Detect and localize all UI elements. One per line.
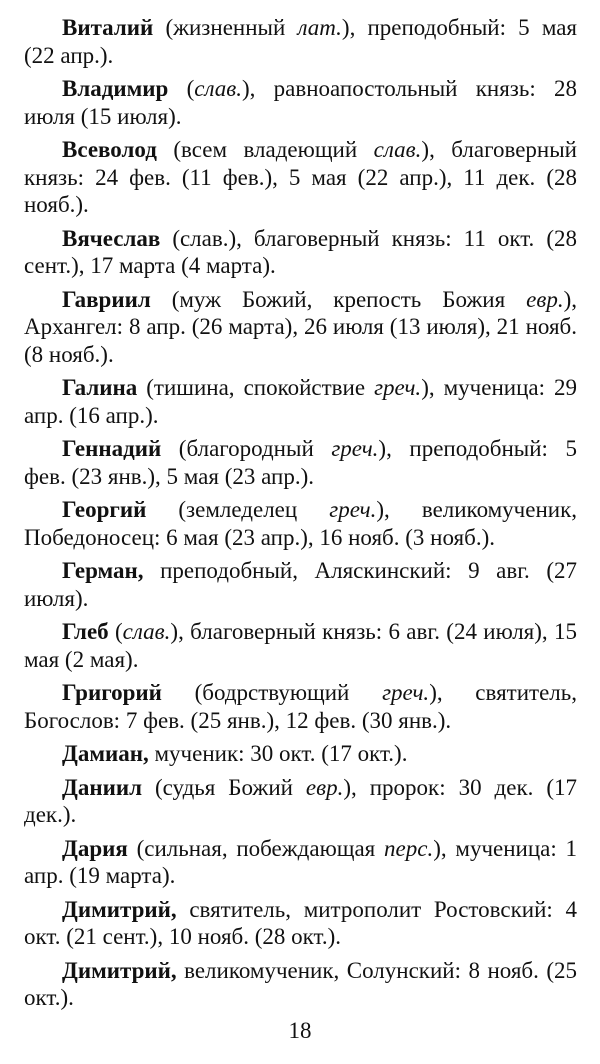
entry-language: евр.: [526, 286, 564, 312]
entry-text-end: ), Архангел: 8 апр. (26 марта), 26 июля (13 июля), 21 нояб. (8 нояб.).: [24, 286, 577, 367]
entry: [24, 957, 577, 1012]
entry: [24, 679, 577, 734]
name-day-list: [24, 14, 577, 1018]
entry: [24, 618, 577, 673]
entry-text-end: ), равноапостольный князь: 28 июля (15 июля).: [24, 76, 577, 129]
entry-text: (благородный: [161, 436, 332, 461]
entry: [24, 374, 577, 429]
entry: [24, 75, 577, 130]
entry-name: Владимир: [62, 76, 169, 101]
entry-text: (судья Божий: [141, 774, 306, 800]
entry-name: Дария: [62, 835, 128, 861]
entry-language: лат.: [297, 15, 342, 40]
entry-text-end: ), великомученик, Победоносец: 6 мая (23 апр.), 16 нояб. (3 нояб.).: [24, 497, 578, 550]
entry-name: Георгий: [62, 497, 147, 522]
entry-name: Галина: [62, 375, 138, 400]
entry-text: (всем владеющий: [156, 137, 374, 162]
entry-text: (муж Божий, крепость Божия: [150, 286, 527, 312]
entry-language: греч.: [374, 375, 422, 400]
entry-name: Григорий: [62, 680, 162, 705]
entry-name: Дамиан,: [62, 741, 149, 766]
entry-language: греч.: [331, 436, 379, 461]
entry: [24, 496, 577, 551]
page-number: 18: [288, 1018, 312, 1043]
entry-text: (сильная, побеждающая: [127, 835, 385, 861]
entry-name: Всеволод: [62, 137, 157, 162]
entry-text-end: ), преподобный: 5 фев. (23 янв.), 5 мая (23 апр.).: [24, 436, 577, 489]
entry-language: греч.: [382, 680, 430, 705]
entry-text-end: ), мученица: 1 апр. (19 марта).: [24, 835, 578, 888]
entry-text-end: ), преподобный: 5 мая (22 апр.).: [24, 15, 578, 68]
entry-text: (жизненный: [153, 15, 298, 40]
entry-text-end: ), благоверный князь: 6 авг. (24 июля), 15 мая (2 мая).: [24, 619, 577, 672]
entry-name: Виталий: [62, 15, 154, 40]
entry-text: (: [168, 76, 195, 101]
entry-text: (земледелец: [146, 497, 330, 522]
entry: [24, 435, 577, 490]
entry-text-end: ), пророк: 30 дек. (17 дек.).: [24, 774, 577, 827]
entry: [24, 14, 577, 69]
entry-name: Геннадий: [62, 436, 162, 461]
entry-language: греч.: [329, 497, 377, 522]
entry-name: Даниил: [62, 774, 142, 800]
entry: [24, 896, 577, 951]
entry: [24, 286, 577, 369]
entry-name: Димитрий,: [62, 957, 177, 983]
entry-name: Димитрий,: [62, 896, 177, 922]
entry-text: (тишина, спокойствие: [137, 375, 375, 400]
entry-language: слав.: [194, 76, 242, 101]
entry: [24, 835, 577, 890]
entry-text-end: ), благоверный князь: 24 фев. (11 фев.), 5 мая (22 апр.), 11 дек. (28 нояб.).: [24, 137, 577, 217]
entry: [24, 136, 577, 219]
entry: [24, 557, 577, 612]
entry-language: евр.: [305, 774, 344, 800]
entry-text: великомученик, Солунский: 8 нояб. (25 окт.).: [24, 957, 577, 1010]
entry: [24, 774, 577, 829]
entry-text: (: [108, 619, 123, 644]
entry-language: перс.: [384, 835, 434, 861]
entry-language: слав.: [373, 137, 422, 162]
entry-text: мученик: 30 окт. (17 окт.).: [148, 741, 408, 766]
entry: [24, 740, 577, 768]
entry-name: Глеб: [62, 619, 109, 644]
entry-text: (бодрствующий: [161, 680, 383, 705]
entry-text: святитель, митрополит Ростовский: 4 окт. (21 сент.), 10 нояб. (28 окт.).: [24, 896, 577, 949]
entry-text-end: ), святитель, Богослов: 7 фев. (25 янв.), 12 фев. (30 янв.).: [24, 680, 577, 733]
entry-text: (слав.), благоверный князь: 11 окт. (28 сент.), 17 марта (4 марта).: [24, 225, 577, 278]
entry-language: слав.: [122, 619, 171, 644]
entry-text: преподобный, Аляскинский: 9 авг. (27 июля).: [24, 558, 577, 611]
entry: [24, 225, 577, 280]
entry-name: Гавриил: [62, 286, 151, 312]
entry-name: Вячеслав: [62, 225, 161, 251]
entry-text-end: ), мученица: 29 апр. (16 апр.).: [24, 375, 577, 428]
entry-name: Герман,: [62, 558, 144, 583]
